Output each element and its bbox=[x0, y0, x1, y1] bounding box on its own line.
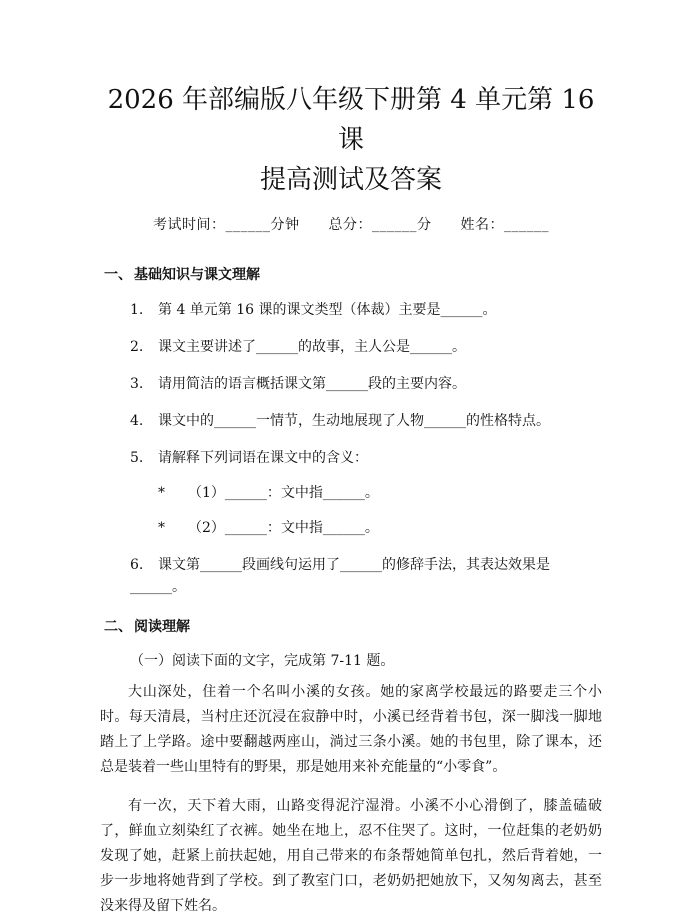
title-line-2: 提高测试及答案 bbox=[259, 165, 442, 195]
exam-score: 总分：______分 bbox=[328, 217, 432, 233]
question-text: 请用简洁的语言概括课文第______段的主要内容。 bbox=[158, 376, 466, 392]
bullet-star: * bbox=[158, 520, 165, 536]
student-name: 姓名：______ bbox=[460, 217, 549, 233]
question-number: 1. bbox=[130, 302, 144, 318]
question-number: 3. bbox=[130, 376, 144, 392]
sub-item-text: （1）______：文中指______。 bbox=[188, 485, 379, 501]
question-text: 课文第______段画线句运用了______的修辞手法，其表达效果是______。 bbox=[130, 557, 550, 595]
reading-intro: （一）阅读下面的文字，完成第 7-11 题。 bbox=[130, 653, 395, 669]
question-text: 请解释下列词语在课文中的含义： bbox=[158, 450, 368, 466]
question-text: 课文主要讲述了______的故事，主人公是______。 bbox=[158, 339, 466, 355]
question-number: 6. bbox=[130, 557, 144, 573]
section-heading-2 bbox=[104, 616, 602, 636]
question-6 bbox=[130, 554, 602, 598]
question-5 bbox=[130, 447, 602, 469]
section-title: 基础知识与课文理解 bbox=[134, 267, 260, 283]
sub-item-1 bbox=[158, 482, 602, 504]
question-4 bbox=[130, 410, 602, 432]
question-number: 5. bbox=[130, 450, 144, 466]
question-number: 4. bbox=[130, 413, 144, 429]
section-title: 阅读理解 bbox=[134, 619, 190, 635]
question-number: 2. bbox=[130, 339, 144, 355]
reading-paragraph-1: 大山深处，住着一个名叫小溪的女孩。她的家离学校最远的路要走三个小时。每天清晨，当村庄还沉浸在寂静中时，小溪已经背着书包，深一脚浅一脚地踏上了上学路。途中要翻越两座山，淌过三条小溪。她的书包里，除了课本，还总是装着一些山里特有的野果，那是她用来补充能量的“小零食”。 bbox=[100, 684, 602, 775]
bullet-star: * bbox=[158, 485, 165, 501]
question-1 bbox=[130, 299, 602, 321]
exam-time: 考试时间：______分钟 bbox=[153, 217, 300, 233]
title-line-1: 2026 年部编版八年级下册第 4 单元第 16 课 bbox=[107, 85, 595, 155]
question-3 bbox=[130, 373, 602, 395]
sub-item-2 bbox=[158, 517, 602, 539]
question-text: 课文中的______一情节，生动地展现了人物______的性格特点。 bbox=[158, 413, 550, 429]
question-2 bbox=[130, 336, 602, 358]
page-title bbox=[100, 80, 602, 200]
sub-item-text: （2）______：文中指______。 bbox=[188, 520, 379, 536]
exam-meta bbox=[100, 214, 602, 234]
question-text: 第 4 单元第 16 课的课文类型（体裁）主要是______。 bbox=[158, 302, 497, 318]
reading-paragraph-2: 有一次，天下着大雨，山路变得泥泞湿滑。小溪不小心滑倒了，膝盖磕破了，鲜血立刻染红了衣裤。她坐在地上，忍不住哭了。这时，一位赶集的老奶奶发现了她，赶紧上前扶起她，用自己带来的布条帮她简单包扎，然后背着她，一步一步地将她背到了学校。到了教室门口，老奶奶把她放下，又匆匆离去，甚至没来得及留下姓名。 bbox=[100, 798, 602, 914]
section-number: 一、 bbox=[104, 267, 132, 283]
section-heading-1 bbox=[104, 264, 602, 284]
section-number: 二、 bbox=[104, 619, 132, 635]
